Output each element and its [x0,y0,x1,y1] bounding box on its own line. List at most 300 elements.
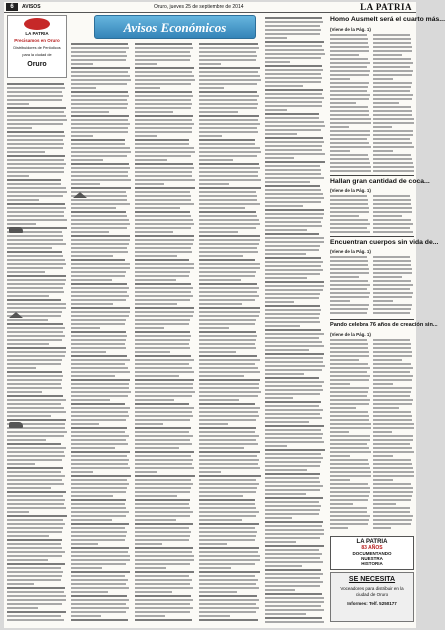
text-line [265,313,320,315]
text-line [330,455,350,457]
text-line [265,209,324,211]
text-line [199,423,228,425]
text-line [330,264,368,266]
text-line [135,199,191,201]
text-line [373,158,412,160]
classifieds-column-2 [71,42,131,624]
text-line [135,551,192,553]
text-line [330,395,367,397]
text-line [330,483,368,485]
text-line [265,561,323,563]
text-line [199,367,258,369]
text-line [265,537,320,539]
text-line [135,511,193,513]
text-line [71,383,129,385]
text-line [373,515,413,517]
text-line [373,98,412,100]
text-line [330,74,369,76]
text-line [199,615,230,617]
text-line [135,567,166,569]
text-line [7,575,62,577]
text-line [199,331,256,333]
text-line [199,463,258,465]
text-line [7,499,65,501]
text-line [265,405,319,407]
text-line [265,69,323,71]
text-line [373,491,413,493]
text-line [199,303,242,305]
text-line [199,491,256,493]
text-line [373,347,411,349]
text-line [7,439,46,441]
text-line [265,189,321,191]
text-line [330,359,359,361]
text-line [71,283,127,285]
text-line [135,527,189,529]
news-body-2b [373,194,414,234]
dateline: Oruro, jueves 25 de septiembre de 2014 [154,4,244,10]
headline-4: Pando celebra 76 años de creación sin... [330,322,438,328]
text-line [373,451,414,453]
text-line [199,311,260,313]
text-line [71,311,130,313]
text-line [199,583,256,585]
text-line [199,179,261,181]
text-line [199,323,255,325]
promo-logo [24,18,50,30]
text-line [330,114,369,116]
text-line [330,219,368,221]
text-line [199,427,256,429]
text-line [199,275,255,277]
text-line [265,97,324,99]
text-line [330,46,369,48]
text-line [373,479,393,481]
text-line [199,231,238,233]
text-line [135,359,194,361]
text-line [330,451,371,453]
text-line [71,611,126,613]
text-line [330,203,368,205]
text-line [135,591,172,593]
text-line [199,383,259,385]
text-line [135,55,191,57]
text-line [7,507,66,509]
text-line [199,455,257,457]
text-line [71,531,127,533]
text-line [199,159,233,161]
text-line [71,107,127,109]
text-line [135,263,194,265]
text-line [135,599,193,601]
text-line [199,155,257,157]
text-line [330,312,367,314]
text-line [373,391,411,393]
text-line [199,459,259,461]
text-line [373,122,414,124]
text-line [7,263,66,265]
house-icon [73,192,87,198]
text-line [199,511,259,513]
text-line [373,42,411,44]
text-line [330,415,369,417]
text-line [71,287,129,289]
text-line [135,391,195,393]
text-line [199,379,260,381]
text-line [265,65,322,67]
text-line [199,343,255,345]
text-line [7,191,67,193]
text-line [373,142,412,144]
anniversary-box [330,536,414,570]
text-line [71,503,125,505]
text-line [265,49,324,51]
text-line [199,255,243,257]
text-line [71,123,130,125]
text-line [265,277,307,279]
text-line [373,292,413,294]
text-line [7,455,65,457]
text-line [71,119,128,121]
text-line [373,395,410,397]
text-line [373,215,402,217]
text-line [71,79,131,81]
text-line [373,54,402,56]
text-line [265,141,324,143]
text-line [330,98,369,100]
text-line [265,33,320,35]
text-line [199,183,229,185]
text-line [373,138,410,140]
text-line [71,223,130,225]
text-line [199,619,258,621]
text-line [135,347,190,349]
text-line [135,75,194,77]
hiring-text: Voceadores para distribuir en la ciudad de Oruro [340,586,404,597]
text-line [265,433,323,435]
headline-1-source: (Viene de la Pág. 1) [330,27,371,32]
text-line [7,239,63,241]
text-line [135,439,190,441]
text-line [199,299,255,301]
text-line [7,419,66,421]
text-line [71,75,130,77]
text-line [199,91,257,93]
text-line [265,253,306,255]
text-line [265,541,296,543]
text-line [265,185,320,187]
text-line [71,143,125,145]
text-line [135,223,194,225]
text-line [373,399,413,401]
text-line [7,143,64,145]
headline-3-source: (Viene de la Pág. 1) [330,249,371,254]
text-line [71,227,127,229]
text-line [265,373,304,375]
text-line [135,95,193,97]
text-line [330,387,369,389]
text-line [330,58,368,60]
promo-line: para la ciudad de [22,53,52,57]
text-line [135,571,194,573]
text-line [135,291,191,293]
text-line [7,547,62,549]
text-line [265,401,321,403]
text-line [373,411,411,413]
text-line [265,465,320,467]
text-line [373,195,410,197]
text-line [265,41,324,43]
text-line [7,123,63,125]
text-line [330,66,367,68]
divider [330,319,414,320]
text-line [265,145,322,147]
text-line [71,203,130,205]
text-line [7,619,64,621]
text-line [330,42,368,44]
text-line [71,355,127,357]
text-line [199,611,256,613]
text-line [71,575,125,577]
text-line [265,269,323,271]
house-ad [330,536,414,624]
text-line [373,367,413,369]
text-line [7,147,63,149]
text-line [71,323,125,325]
classifieds-banner [94,15,256,39]
text-line [71,215,127,217]
text-line [7,511,29,513]
text-line [373,110,412,112]
text-line [7,235,63,237]
text-line [135,311,194,313]
text-line [199,43,258,45]
text-line [7,223,36,225]
text-line [265,613,306,615]
text-line [7,403,61,405]
text-line [265,417,322,419]
text-line [199,531,257,533]
text-line [71,211,126,213]
text-line [7,171,64,173]
text-line [373,507,410,509]
text-line [330,284,370,286]
text-line [71,451,130,453]
text-line [265,385,322,387]
text-line [265,413,320,415]
text-line [199,167,260,169]
text-line [265,525,322,527]
text-line [71,183,100,185]
text-line [7,175,29,177]
text-line [265,393,320,395]
text-line [135,555,194,557]
text-line [7,391,42,393]
text-line [265,517,292,519]
text-line [199,131,258,133]
text-line [199,479,256,481]
text-line [135,63,157,65]
text-line [7,187,66,189]
text-line [7,291,64,293]
text-line [265,601,324,603]
text-line [265,513,319,515]
text-line [373,467,413,469]
text-line [71,95,129,97]
text-line [7,559,48,561]
text-line [373,211,412,213]
text-line [265,473,320,475]
text-line [7,355,65,357]
text-line [330,379,369,381]
text-line [373,439,413,441]
text-line [71,251,128,253]
text-line [135,279,176,281]
text-line [7,295,49,297]
text-line [135,139,189,141]
text-line [135,415,193,417]
text-line [135,319,190,321]
text-line [71,131,128,133]
box-years: 83 AÑOS [361,545,383,551]
text-line [265,53,325,55]
text-line [135,147,194,149]
text-line [71,219,129,221]
text-line [330,34,367,36]
box-line: HISTORIA [361,561,383,566]
text-line [265,485,323,487]
text-line [7,127,32,129]
text-line [71,415,129,417]
text-line [330,170,371,172]
text-line [7,463,35,465]
text-line [135,167,194,169]
headline-1: Homo Ausmelt será el cuarto más... [330,16,445,23]
text-line [71,475,131,477]
text-line [7,603,62,605]
text-line [199,523,259,525]
text-line [199,475,261,477]
text-line [265,509,320,511]
text-line [71,491,126,493]
text-line [265,521,323,523]
text-line [135,399,174,401]
text-line [199,519,242,521]
text-line [135,331,190,333]
text-line [199,75,260,77]
text-line [265,161,325,163]
text-line [199,439,256,441]
text-line [7,259,65,261]
text-line [373,34,410,36]
text-line [199,451,260,453]
text-line [7,215,64,217]
text-line [7,343,49,345]
text-line [265,569,321,571]
text-line [71,447,115,449]
text-line [7,339,62,341]
text-line [199,295,259,297]
text-line [373,483,411,485]
text-line [135,211,190,213]
text-line [373,355,412,357]
text-line [330,110,369,112]
text-line [330,122,371,124]
text-line [330,126,349,128]
text-line [135,595,191,597]
text-line [7,375,63,377]
text-line [265,361,323,363]
text-line [265,169,321,171]
text-line [71,471,93,473]
text-line [373,78,393,80]
text-line [71,551,128,553]
text-line [265,589,295,591]
text-line [199,207,245,209]
text-line [265,305,320,307]
text-line [199,471,221,473]
text-line [71,347,126,349]
text-line [330,459,368,461]
text-line [135,559,194,561]
text-line [373,431,392,433]
text-line [135,183,164,185]
text-line [135,403,189,405]
text-line [135,43,192,45]
text-line [330,411,368,413]
text-line [373,423,414,425]
text-line [71,259,125,261]
text-line [135,315,193,317]
text-line [71,619,128,621]
text-line [265,153,325,155]
text-line [7,571,63,573]
text-line [7,539,62,541]
text-line [7,487,51,489]
text-line [330,491,370,493]
text-line [330,363,368,365]
text-line [135,283,191,285]
text-line [71,111,109,113]
text-line [265,89,323,91]
text-line [373,443,410,445]
text-line [199,559,260,561]
text-line [265,329,321,331]
text-line [71,599,129,601]
text-line [330,138,367,140]
text-line [265,177,324,179]
text-line [265,17,322,19]
text-line [199,435,259,437]
text-line [265,293,320,295]
text-line [7,119,67,121]
text-line [135,563,190,565]
text-line [199,603,256,605]
text-line [71,307,130,309]
text-line [265,105,322,107]
text-line [330,308,368,310]
text-line [265,421,309,423]
text-line [199,111,238,113]
text-line [7,475,65,477]
text-line [330,54,359,56]
text-line [265,605,321,607]
text-line [135,191,190,193]
text-line [373,199,411,201]
text-line [265,109,287,111]
text-line [373,308,411,310]
text-line [71,419,126,421]
